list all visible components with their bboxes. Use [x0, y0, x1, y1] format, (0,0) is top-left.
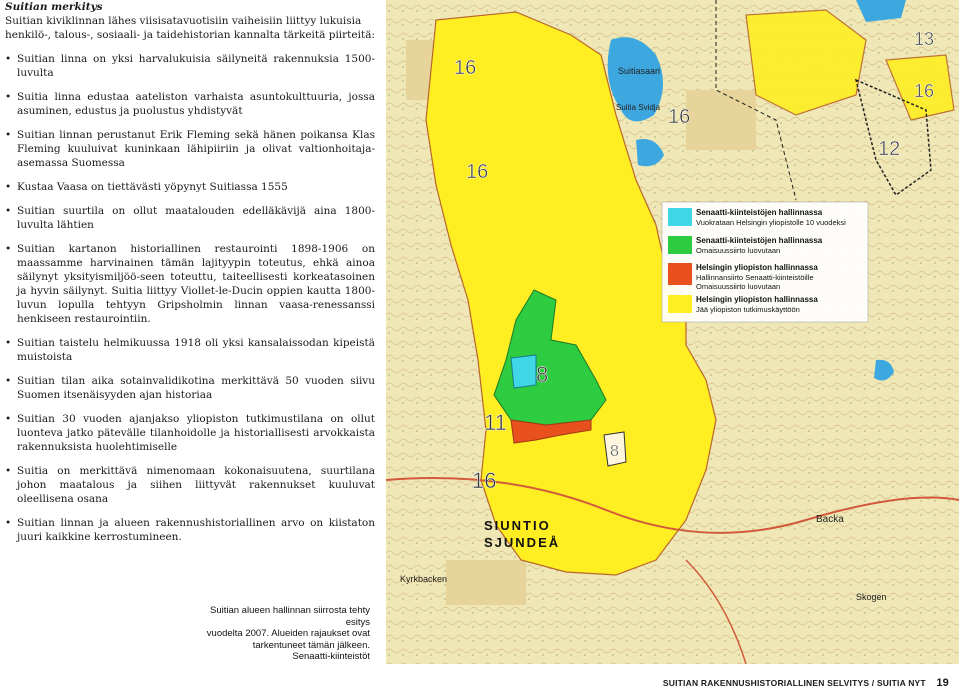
caption-line: vuodelta 2007. Alueiden rajaukset ovat: [206, 628, 370, 639]
legend-swatch: [668, 208, 692, 226]
significance-list: [5, 52, 375, 544]
map-caption: [185, 605, 370, 663]
legend-title: Senaatti-kiinteistöjen hallinnassa: [696, 236, 823, 245]
place-name: Kyrkbacken: [400, 574, 448, 584]
list-item: • Suitia on merkittävä nimenomaan kokonaisuutena, suurtilana johon maatalous ja siihen liittyvät rakennukset kuuluvat oleellisena osana: [5, 464, 375, 506]
page-footer: [663, 677, 949, 689]
place-name: Suitiasaari: [618, 66, 661, 76]
zone-cyan: [511, 355, 536, 388]
map-legend: [662, 202, 868, 322]
zone-number-label: 16: [472, 468, 497, 493]
section-heading: Suitian merkitys: [5, 1, 103, 13]
list-item: • Suitian suurtila on ollut maatalouden edelläkävijä aina 1800-luvulta lähtien: [5, 204, 375, 232]
list-item: • Suitian 30 vuoden ajanjakso yliopiston tutkimustilana on ollut luonteva jatko pätevälle tilanhoidolle ja historiallisesti arvokkaista rakennuksista huolehtimiselle: [5, 412, 375, 454]
zone-number-label: 13: [914, 29, 935, 49]
intro-paragraph: Suitian kiviklinnan lähes viisisatavuotisiin vaiheisiin liittyy lukuisia henkilö-, talous-, sosiaali- ja taidehistorian kannalta tärkeitä piirteitä:: [5, 15, 375, 41]
zone-number-label: 12: [878, 138, 901, 160]
legend-subtitle: Vuokrataan Helsingin yliopistolle 10 vuodeksi: [696, 218, 846, 227]
place-name: SJUNDEÅ: [484, 535, 561, 550]
list-item: • Suitian linnan ja alueen rakennushistoriallinen arvo on kiistaton juuri kaikkine kerrostumineen.: [5, 516, 375, 544]
place-name: Backa: [816, 514, 844, 525]
zone-number-label: 16: [668, 106, 691, 128]
legend-swatch: [668, 263, 692, 285]
zone-number-label: 16: [454, 57, 477, 79]
list-item: • Suitian tilan aika sotainvalidikotina merkittävä 50 vuoden siivu Suomen itsenäisyyden ajan historiaa: [5, 374, 375, 402]
legend-subtitle: Jää yliopiston tutkimuskäyttöön: [696, 305, 800, 314]
text-column: [5, 0, 375, 554]
list-item: • Suitian linna on yksi harvalukuisia säilyneitä rakennuksia 1500-luvulta: [5, 52, 375, 80]
list-item: • Suitian taistelu helmikuussa 1918 oli yksi kansalaissodan kipeistä muistoista: [5, 336, 375, 364]
field-patch: [686, 90, 756, 150]
zone-number-label: 16: [466, 161, 489, 183]
legend-title: Senaatti-kiinteistöjen hallinnassa: [696, 208, 823, 217]
caption-line: Suitian alueen hallinnan siirrosta tehty esitys: [209, 605, 370, 628]
page-number: 19: [936, 677, 949, 689]
place-name: Skogen: [856, 592, 887, 602]
caption-line: tarkentuneet tämän jälkeen.: [252, 639, 370, 651]
zone-number-label: 16: [914, 81, 935, 101]
list-item: • Suitian kartanon historiallinen restaurointi 1898-1906 on maassamme harvinainen tämän lajityypin toteutus, ehkä ainoa säilynyt yksityismiljöö-seen toteuttu, taiteellisesti korkeatasoinen ja hyvin säilynyt. Suitia liittyy Viollet-le-Ducin oppien kautta 1800-luvun lopulla tehtyyn Gripsholmin linnan vaasa-renessanssi henkiseen restaurointiin.: [5, 242, 375, 326]
legend-swatch: [668, 236, 692, 254]
list-item: • Suitian linnan perustanut Erik Fleming sekä hänen poikansa Klas Fleming kuuluivat kuninkaan lähipiiriin ja olivat valtionhoitaja-asemassa Suomessa: [5, 128, 375, 170]
place-name: SIUNTIO: [484, 518, 551, 533]
zone-number-label: 8: [536, 362, 549, 387]
zone-number-label: 8: [610, 443, 619, 460]
land-administration-map: [386, 0, 959, 664]
footer-title: SUITIAN RAKENNUSHISTORIALLINEN SELVITYS / SUITIA NYT: [662, 678, 926, 688]
legend-swatch: [668, 295, 692, 313]
list-item: • Kustaa Vaasa on tiettävästi yöpynyt Suitiassa 1555: [5, 180, 375, 194]
zone-number-label: 11: [484, 410, 507, 435]
field-patch: [446, 560, 526, 605]
legend-title: Helsingin yliopiston hallinnassa: [696, 295, 818, 304]
list-item: • Suitia linna edustaa aateliston varhaista asuntokulttuuria, jossa asuminen, edustus ja puolustus yhdistyvät: [5, 90, 375, 118]
legend-subtitle: Omaisuussiirto luovutaan: [696, 246, 781, 255]
place-name: Suitia Svidja: [616, 103, 661, 112]
legend-subtitle: Hallinnansiirto Senaatti-kiinteistöille: [696, 273, 814, 282]
caption-line: Senaatti-kiinteistöt: [292, 651, 370, 662]
legend-subtitle: Omaisuussiirto luovutaan: [696, 282, 781, 291]
legend-title: Helsingin yliopiston hallinnassa: [696, 263, 818, 272]
